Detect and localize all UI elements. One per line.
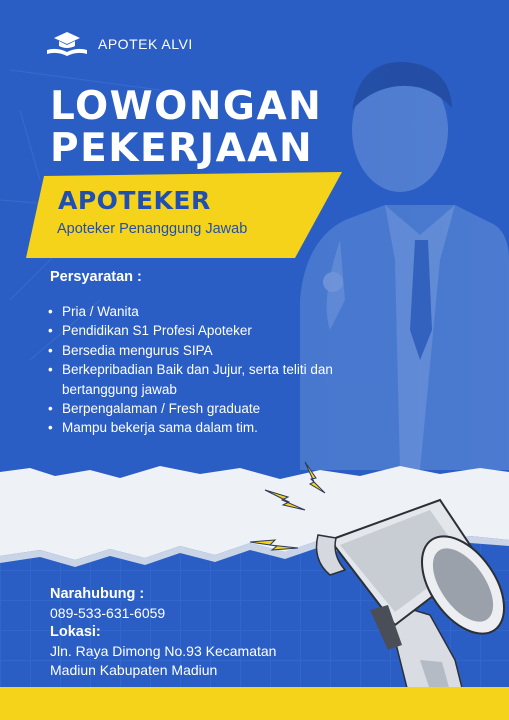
requirement-item: • Berpengalaman / Fresh graduate bbox=[48, 399, 378, 418]
address-line-2: Madiun Kabupaten Madiun bbox=[50, 662, 218, 678]
graduation-cap-book-icon bbox=[44, 30, 90, 58]
brand bbox=[44, 30, 193, 58]
headline-line-1: LOWONGAN bbox=[50, 84, 323, 129]
requirement-item: • Berkepribadian Baik dan Jujur, serta teliti dan bertanggung jawab bbox=[48, 360, 378, 399]
requirement-item: • Mampu bekerja sama dalam tim. bbox=[48, 418, 378, 437]
yellow-role-band bbox=[26, 172, 342, 258]
requirements-title: Persyaratan : bbox=[50, 269, 142, 285]
contact-label: Narahubung : bbox=[50, 586, 145, 602]
requirement-item: • Pendidikan S1 Profesi Apoteker bbox=[48, 321, 378, 340]
requirement-item: • Bersedia mengurus SIPA bbox=[48, 341, 378, 360]
brand-name: APOTEK ALVI bbox=[98, 36, 193, 52]
location-label: Lokasi: bbox=[50, 624, 101, 640]
position-title: APOTEKER bbox=[58, 186, 211, 215]
address-line-1: Jln. Raya Dimong No.93 Kecamatan bbox=[50, 643, 277, 659]
headline bbox=[50, 86, 322, 170]
position-subtitle: Apoteker Penanggung Jawab bbox=[57, 221, 248, 237]
requirements-list bbox=[48, 302, 378, 438]
requirement-item: • Pria / Wanita bbox=[48, 302, 378, 321]
contact-phone: 089-533-631-6059 bbox=[50, 605, 166, 621]
headline-line-2: PEKERJAAN bbox=[50, 126, 314, 171]
contact-info bbox=[50, 585, 276, 680]
bottom-yellow-band bbox=[0, 687, 509, 720]
